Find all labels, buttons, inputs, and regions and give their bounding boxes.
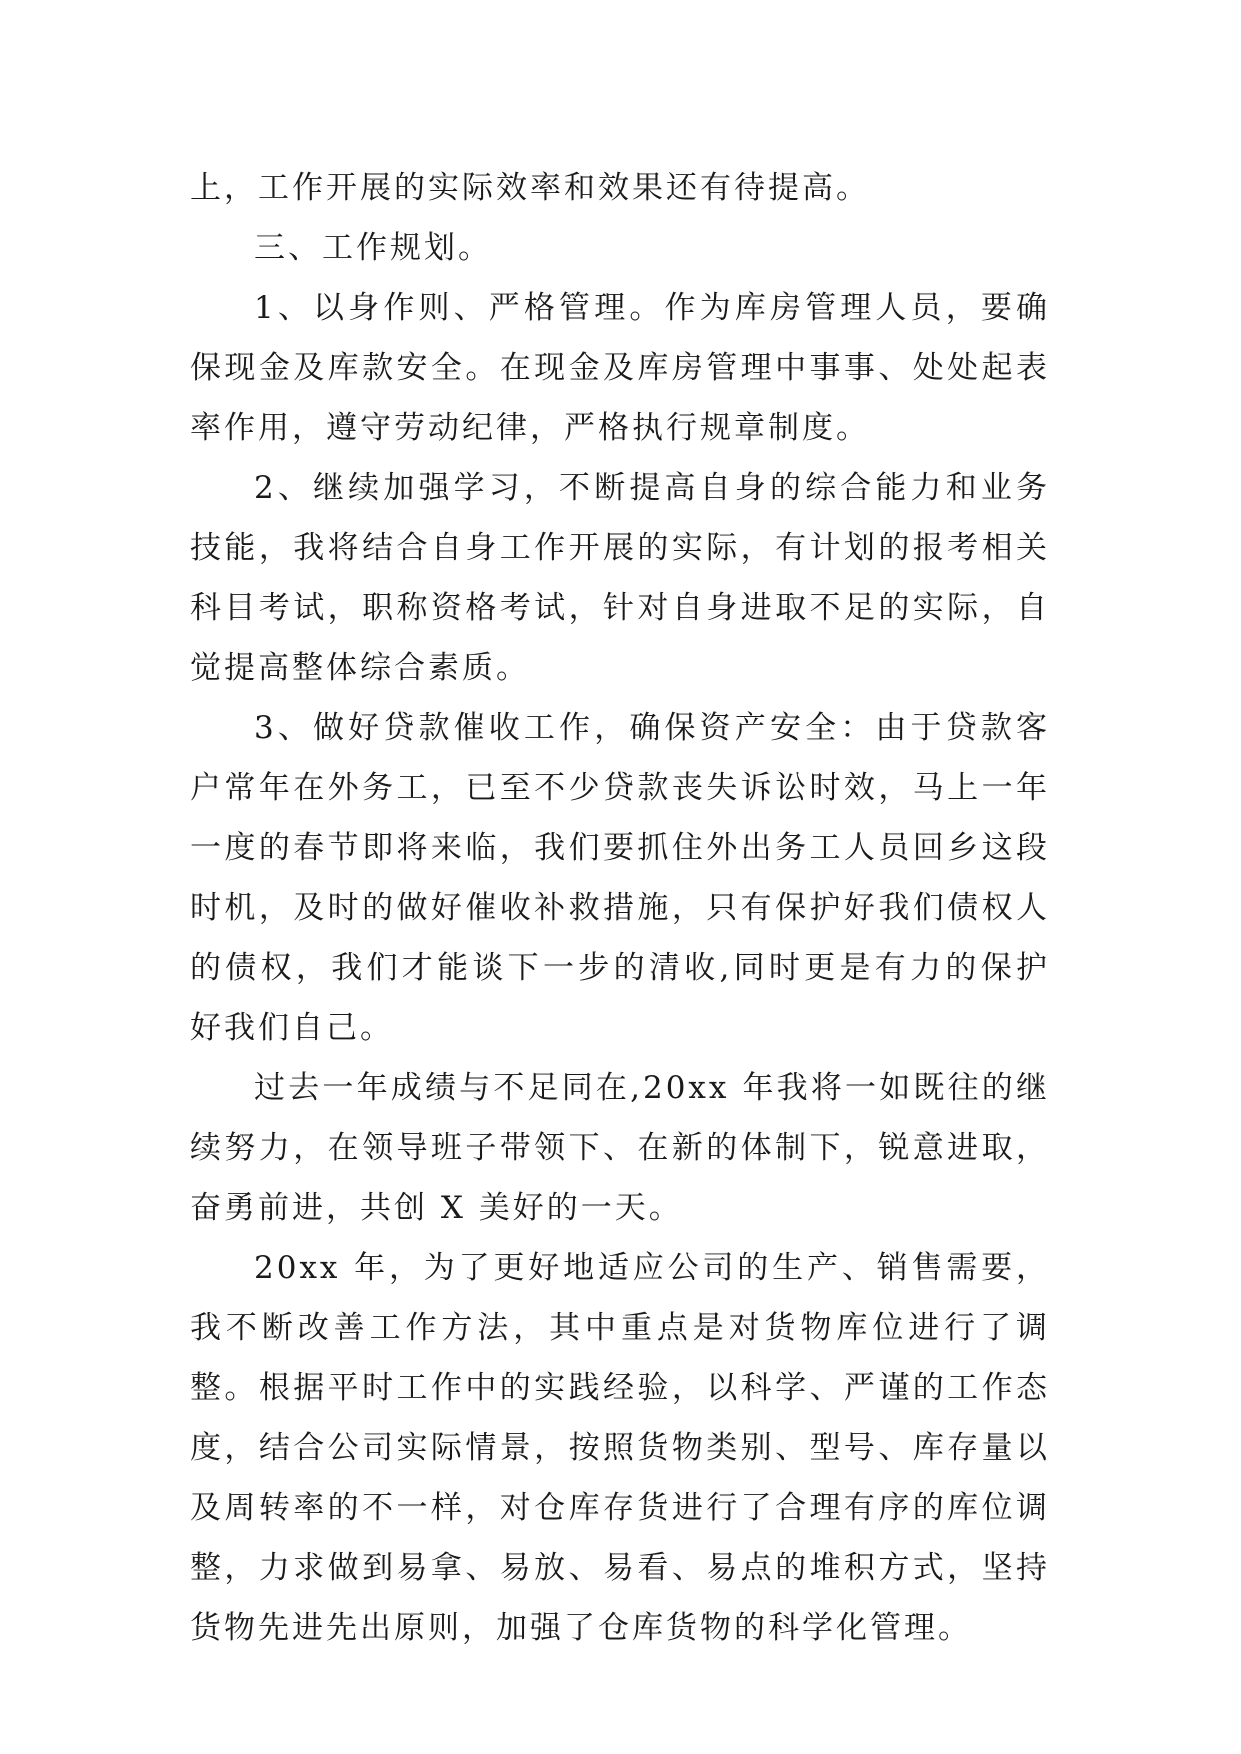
- paragraph-item-3: 3、做好贷款催收工作，确保资产安全：由于贷款客户常年在外务工，已至不少贷款丧失诉讼时效，马上一年一度的春节即将来临，我们要抓住外出务工人员回乡这段时机，及时的做好催收补救措施，只有保护好我们债权人的债权，我们才能谈下一步的清收,同时更是有力的保护好我们自己。: [190, 710, 1050, 1046]
- paragraph-summary: 过去一年成绩与不足同在,20xx 年我将一如既往的继续努力，在领导班子带领下、在新的体制下，锐意进取，奋勇前进，共创 X 美好的一天。: [190, 1070, 1050, 1226]
- document-body: [190, 158, 1050, 1658]
- paragraph-continuation: 上，工作开展的实际效率和效果还有待提高。: [190, 170, 870, 206]
- paragraph-warehouse: 20xx 年，为了更好地适应公司的生产、销售需要，我不断改善工作方法，其中重点是对货物库位进行了调整。根据平时工作中的实践经验，以科学、严谨的工作态度，结合公司实际情景，按照货物类别、型号、库存量以及周转率的不一样，对仓库存货进行了合理有序的库位调整，力求做到易拿、易放、易看、易点的堆积方式，坚持货物先进先出原则，加强了仓库货物的科学化管理。: [190, 1250, 1050, 1646]
- paragraph-item-2: 2、继续加强学习，不断提高自身的综合能力和业务技能，我将结合自身工作开展的实际，有计划的报考相关科目考试，职称资格考试，针对自身进取不足的实际，自觉提高整体综合素质。: [190, 470, 1050, 686]
- paragraph-item-1: 1、以身作则、严格管理。作为库房管理人员，要确保现金及库款安全。在现金及库房管理中事事、处处起表率作用，遵守劳动纪律，严格执行规章制度。: [190, 290, 1050, 446]
- section-heading-work-plan: 三、工作规划。: [254, 230, 492, 266]
